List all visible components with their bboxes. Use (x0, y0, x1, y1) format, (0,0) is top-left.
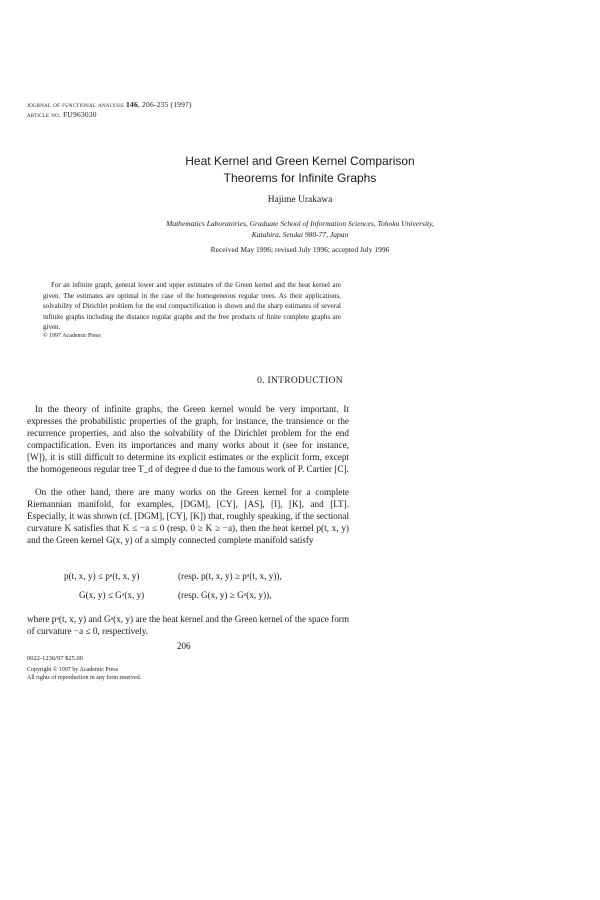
equation-heat-kernel-resp: (resp. p(t, x, y) ≥ pᵃ(t, x, y)), (178, 571, 282, 581)
title-line-1: Heat Kernel and Green Kernel Comparison (185, 154, 415, 168)
article-id: FU963030 (60, 110, 97, 119)
article-number (27, 110, 192, 120)
equation-green-kernel-resp: (resp. G(x, y) ≥ Gᵃ(x, y)), (178, 590, 272, 600)
abstract: For an infinite graph, general lower and upper estimates of the Green kernel and the heat kernel are given. The estimates are optimal in the case of the homogeneous regular trees. As their applications, solvability of Dirichlet problem for the end compactification is shown and the sharp estimates of several infinite graphs including the distance regular graphs and the free products of finite complete graphs are given. (43, 281, 341, 332)
footer (27, 655, 141, 682)
intro-paragraph-3 (27, 614, 349, 638)
abstract-copyright: © 1997 Academic Press (43, 333, 101, 339)
journal-header (27, 100, 192, 120)
affiliation (0, 219, 600, 240)
journal-citation (27, 100, 192, 110)
journal-pages-year: , 206-235 (1997) (137, 100, 192, 109)
paragraph-text: In the theory of infinite graphs, the Green kernel would be very important. It expresses the probabilistic properties of the graph, for instance, the transience or the recurrence properties, and also the solvability of the Dirichlet problem for the end compactification. Even its importances and many works about it (see for instance, [W]), it is still difficult to determine its explicit estimates or the explicit form, except the homogeneous regular tree T_d of degree d due to the famous work of P. Cartier [C]. (27, 404, 349, 474)
intro-paragraph-1 (27, 404, 349, 475)
journal-name: journal of functional analysis (27, 100, 124, 109)
footer-price: 0022-1236/97 $25.00 (27, 655, 83, 662)
received-dates: Received May 1996; revised July 1996; accepted July 1996 (210, 245, 390, 254)
page-number: 206 (177, 641, 191, 651)
paragraph-text: where pᵃ(t, x, y) and Gᵃ(x, y) are the heat kernel and the Green kernel of the space form of curvature −a ≤ 0, respectively. (27, 614, 349, 636)
intro-paragraph-2 (27, 487, 349, 547)
section-heading: 0. INTRODUCTION (257, 376, 343, 386)
footer-rights: All rights of reproduction in any form reserved. (27, 675, 142, 681)
title-line-2: Theorems for Infinite Graphs (223, 171, 377, 185)
affiliation-line-1: Mathematics Laboratories, Graduate School of Information Sciences, Tohoku University, (166, 219, 434, 228)
article-prefix: article no. (27, 110, 61, 119)
journal-volume: 146 (126, 100, 138, 109)
paragraph-text: On the other hand, there are many works on the Green kernel for a complete Riemannian manifold, for examples, [DGM], [CY], [AS], [I], [K], and [LT]. Especially, it was shown (cf. [DGM], [CY], [K]) that, roughly speaking, if the sectional curvature K satisfies that K ≤ −a ≤ 0 (resp. 0 ≥ K ≥ −a), then the heat kernel p(t, x, y) and the Green kernel G(x, y) of a simply connected complete manifold satisfy (27, 487, 349, 545)
equation-heat-kernel: p(t, x, y) ≤ pᵃ(t, x, y) (64, 571, 140, 581)
footer-copyright: Copyright © 1997 by Academic Press (27, 667, 119, 673)
author-name: Hajime Urakawa (267, 195, 333, 205)
equation-green-kernel: G(x, y) ≤ Gᵃ(x, y) (79, 590, 145, 600)
affiliation-line-2: Katahira, Sendai 980-77, Japan (251, 229, 349, 239)
paper-title (0, 153, 600, 187)
